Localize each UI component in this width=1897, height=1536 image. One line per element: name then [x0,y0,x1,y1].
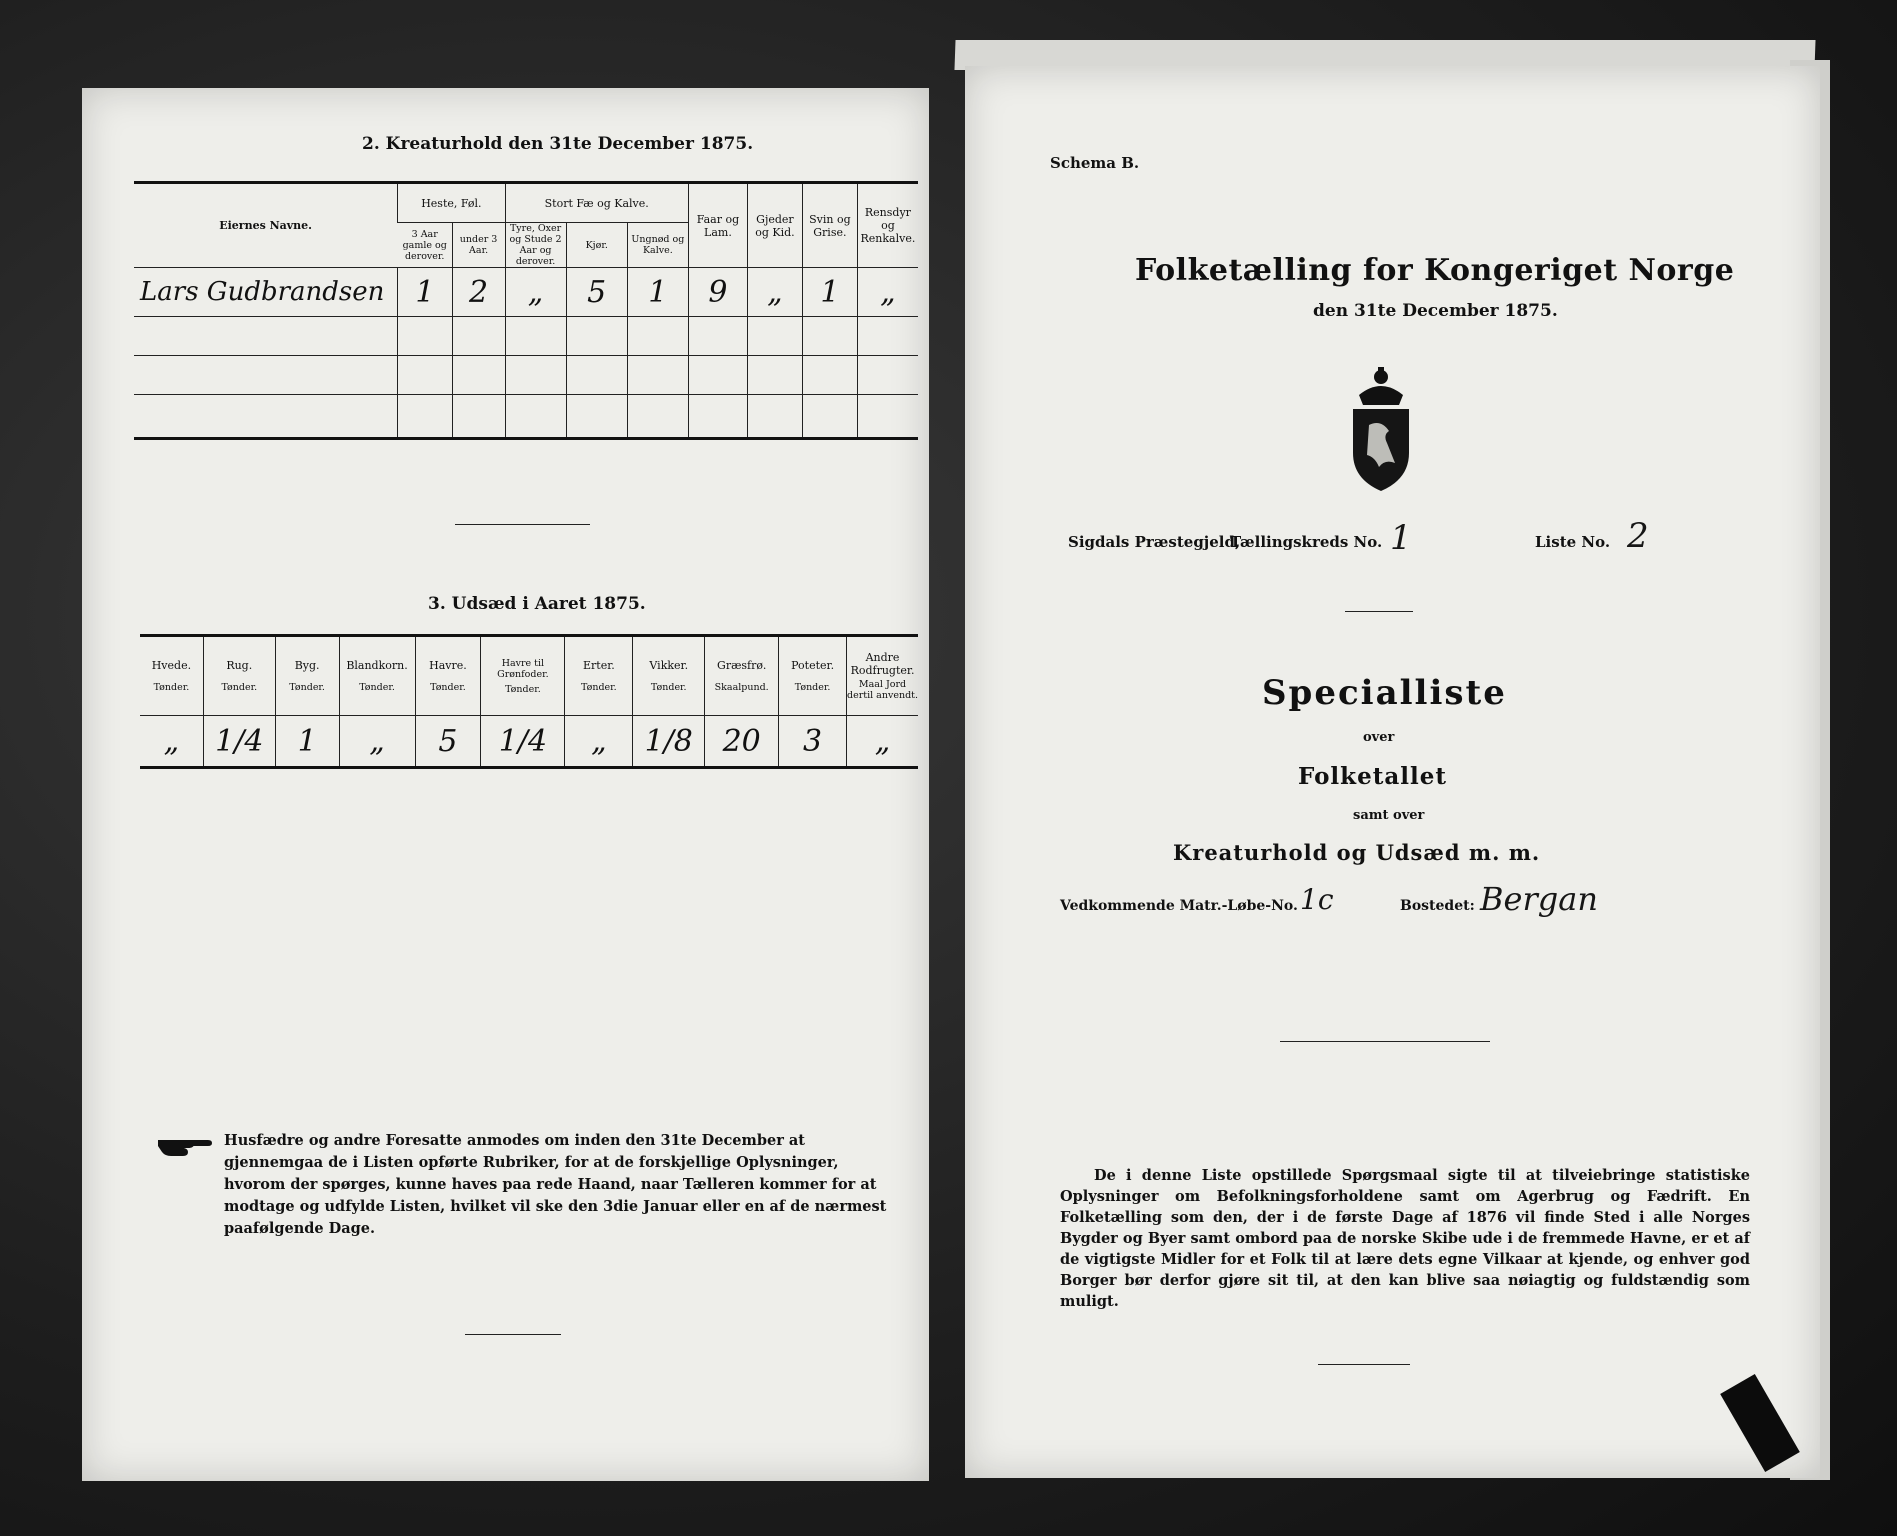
col-gjeder: Gjeder og Kid. [747,183,802,268]
header-label: Rug. [226,659,253,672]
header-label: Vikker. [649,659,689,672]
folketallet-text: Folketallet [1298,763,1447,790]
divider [465,1334,561,1335]
owner-name: Lars Gudbrandsen [140,277,385,307]
cell-erter: „ [565,716,633,768]
section2-title: 2. Kreaturhold den 31te December 1875. [362,134,754,154]
parish-label: Sigdals Præstegjeld, [1068,533,1241,551]
header-unit: Tønder. [794,682,831,693]
divider [1280,1041,1490,1042]
table-row [134,395,918,439]
header-unit: Skaalpund. [714,682,769,693]
table-row [140,716,918,768]
col-ungnod: Ungnød og Kalve. [627,223,688,268]
col-kjoer: Kjør. [566,223,627,268]
header-unit: Tønder. [221,682,258,693]
cell-ungnod: 1 [627,268,688,317]
list-label: Liste No. [1535,533,1611,551]
cell-byg: 1 [275,716,339,768]
header-unit: Tønder. [581,682,617,693]
header-label: Andre Rodfrugter. [850,651,915,677]
over-text: over [1363,730,1395,745]
cell-tyre: „ [505,268,566,317]
col-3aar: 3 Aar gamle og derover. [398,223,452,268]
cell-svin: 1 [802,268,857,317]
header-label: Erter. [582,659,615,672]
schema-label: Schema B. [1050,154,1140,172]
cell-kjoer: 5 [566,268,627,317]
samt-over-text: samt over [1353,808,1425,823]
district-number: 1 [1390,518,1412,558]
district-label: Tællingskreds No. [1230,533,1383,551]
cell-gjeder: „ [747,268,802,317]
notice-text: Husfædre og andre Foresatte anmodes om inden den 31te December at gjennemgaa de i Listen opførte Rubriker, for at de forskjellige Oplysninger, hvorom der spørges, kunne haves paa rede Haand, naar Tælleren kommer for at modtage og udfylde Listen, hvilket vil ske den 3die Januar eller en af de nærmest paafølgende Dage. [224,1132,887,1237]
bostedet-label: Bostedet: [1400,898,1475,914]
cell-havre-gronfoder: 1/4 [481,716,565,768]
header-unit: Tønder. [650,682,687,693]
matr-label: Vedkommende Matr.-Løbe-No. [1060,898,1298,914]
header-unit: Tønder. [430,682,466,693]
pointing-hand-icon [156,1132,212,1158]
cell-vikker: 1/8 [633,716,705,768]
bostedet-value: Bergan [1480,880,1598,918]
col-tyre: Tyre, Oxer og Stude 2 Aar og derover. [505,223,566,268]
header-label: Græsfrø. [717,659,767,672]
header-label: Hvede. [151,659,192,672]
table-row [134,268,918,317]
kreaturhold-text: Kreaturhold og Udsæd m. m. [1173,840,1541,865]
explanation-paragraph: De i denne Liste opstillede Spørgsmaal sigte til at tilveiebringe statistiske Oplysninger om Befolkningsforholdene samt om Agerbrug og Fædrift. En Folketælling som den, der i de første Dage af 1876 vil finde Sted i alle Norges Bygder og Byer samt ombord paa de norske Skibe ude i de fremmede Havne, er et af de vigtigste Midler for et Folk til at lære dets egne Vilkaar at kjende, og enhver god Borger bør derfor gjøre sit til, at den kan blive saa nøiagtig og fuldstændig som muligt. [1060,1167,1750,1310]
page-title: Folketælling for Kongeriget Norge [1135,253,1735,288]
cell-blandkorn: „ [339,716,415,768]
special-list-title: Specialliste [1262,673,1507,713]
matr-value: 1c [1300,883,1334,916]
cell-heste-under3: 2 [452,268,505,317]
cell-havre: 5 [415,716,481,768]
header-label: Poteter. [791,659,835,672]
header-unit: Maal Jord dertil anvendt. [847,679,918,701]
sowing-table [140,634,918,769]
group-heste: Heste, Føl. [398,183,505,223]
cell-heste-3aar: 1 [398,268,452,317]
cell-faar: 9 [688,268,747,317]
livestock-table [134,181,918,440]
header-unit: Tønder. [153,682,190,693]
section3-title: 3. Udsæd i Aaret 1875. [428,594,646,614]
cell-andre-rodfrugter: „ [847,716,918,768]
header-unit: Tønder. [505,683,541,695]
col-svin: Svin og Grise. [802,183,857,268]
list-number: 2 [1627,516,1649,556]
coat-of-arms-icon [1345,365,1417,493]
cell-poteter: 3 [779,716,847,768]
header-label: Blandkorn. [346,659,408,672]
cell-rug: 1/4 [203,716,275,768]
group-stortfae: Stort Fæ og Kalve. [505,183,688,223]
table-row [134,356,918,395]
header-label: Byg. [294,659,320,672]
cell-rensdyr: „ [857,268,918,317]
header-label: Havre til Grønfoder. [497,657,549,680]
page-subtitle: den 31te December 1875. [1313,301,1558,321]
header-label: Havre. [429,659,467,672]
divider [1318,1364,1410,1365]
cell-graesfro: 20 [705,716,779,768]
header-unit: Tønder. [359,682,395,693]
header-unit: Tønder. [289,682,325,693]
col-faar: Faar og Lam. [688,183,747,268]
col-rensdyr: Rensdyr og Renkalve. [857,183,918,268]
owner-header: Eiernes Navne. [219,219,313,232]
table-row [134,317,918,356]
col-under3: under 3 Aar. [452,223,505,268]
divider [455,524,590,525]
cell-hvede: „ [163,723,180,759]
divider [1345,611,1413,612]
